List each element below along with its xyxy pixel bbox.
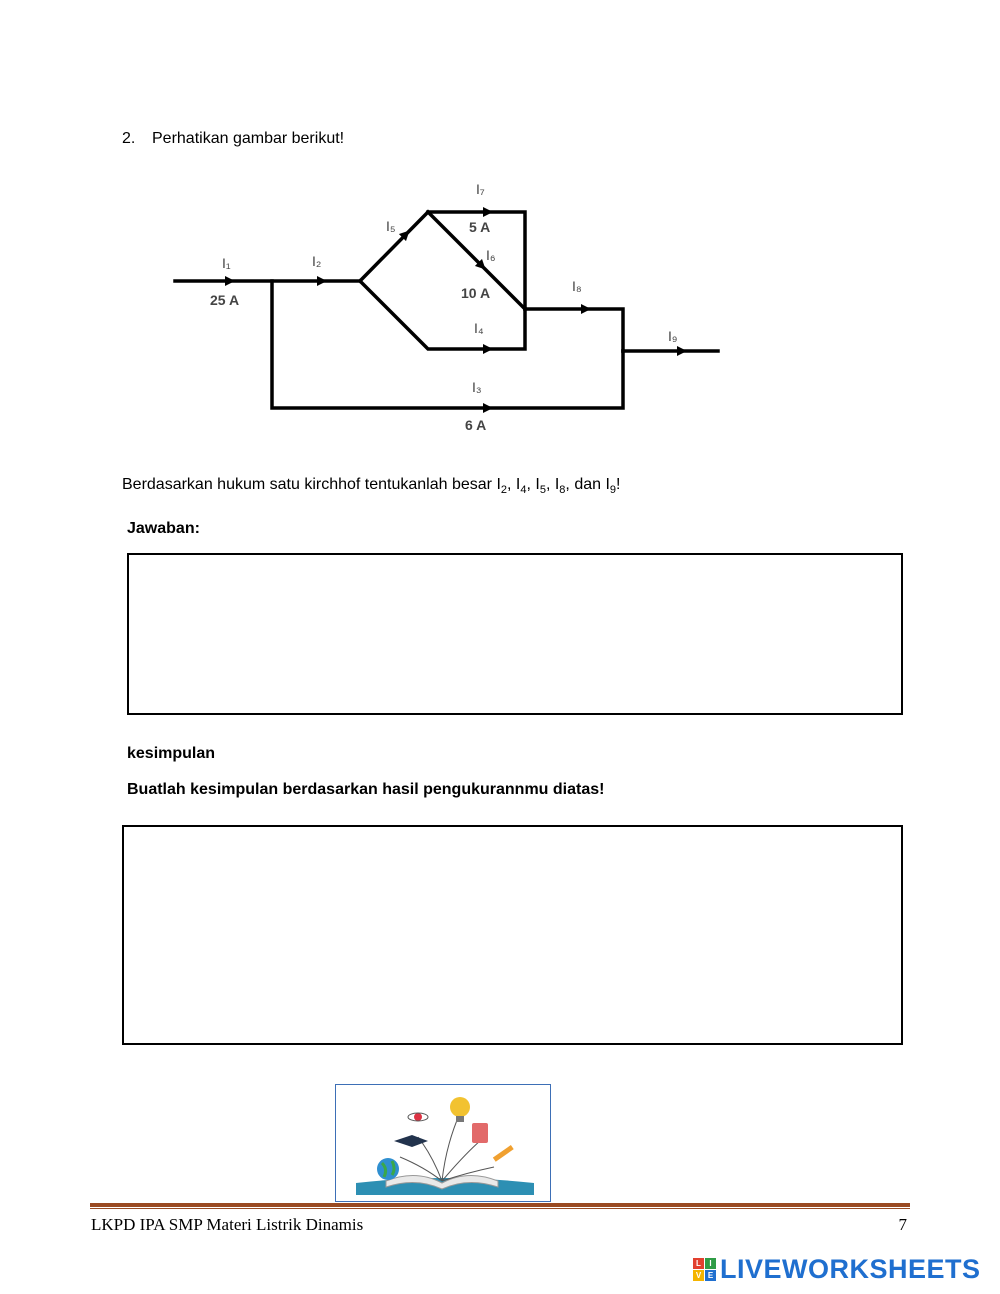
question-number: 2. (122, 130, 136, 147)
label-i1: I₁ (222, 255, 231, 271)
answer-input-box[interactable] (127, 553, 903, 715)
answer-label: Jawaban: (127, 520, 200, 537)
label-i5: I₅ (386, 218, 396, 234)
logo-grid-icon: L I V E (693, 1258, 716, 1281)
atom-icon (414, 1113, 422, 1121)
label-i8: I₈ (572, 278, 582, 294)
value-i6: 10 A (461, 285, 491, 301)
conclusion-input-box[interactable] (122, 825, 903, 1045)
value-i7: 5 A (469, 219, 491, 235)
wire-i4 (360, 281, 525, 349)
wire-i3 (272, 281, 623, 408)
education-illustration (335, 1084, 551, 1202)
page-number: 7 (898, 1215, 907, 1234)
calculator-icon (472, 1123, 488, 1143)
conclusion-title: kesimpulan (127, 745, 216, 762)
question-line (122, 130, 344, 148)
label-i3: I₃ (472, 379, 482, 395)
label-i4: I₄ (474, 320, 484, 336)
footer-rule-thin (90, 1208, 910, 1209)
circuit-diagram (170, 178, 730, 438)
label-i9: I₉ (668, 328, 678, 344)
arrow-i6 (474, 258, 482, 266)
footer-title: LKPD IPA SMP Materi Listrik Dinamis (91, 1215, 364, 1234)
globe-icon (377, 1158, 399, 1180)
label-i6: I₆ (486, 247, 496, 263)
brand-name: LIVEWORKSHEETS (720, 1253, 981, 1284)
footer-rule-thick (90, 1203, 910, 1207)
value-i1: 25 A (210, 292, 240, 308)
wire-i8 (525, 309, 623, 351)
liveworksheets-logo[interactable] (693, 1254, 981, 1284)
open-book-icon (336, 1085, 549, 1200)
lightbulb-icon (450, 1097, 470, 1117)
label-i7: I₇ (476, 181, 485, 197)
question-text: Perhatikan gambar berikut! (152, 130, 345, 147)
label-i2: I₂ (312, 253, 322, 269)
task-text: Berdasarkan hukum satu kirchhof tentukanlah besar $I_2$, $I_4$, $I_5$, $I_8$, dan $I_9$! (122, 476, 621, 497)
conclusion-instruction: Buatlah kesimpulan berdasarkan hasil pengukurannmu diatas! (127, 781, 605, 798)
value-i3: 6 A (465, 417, 487, 433)
